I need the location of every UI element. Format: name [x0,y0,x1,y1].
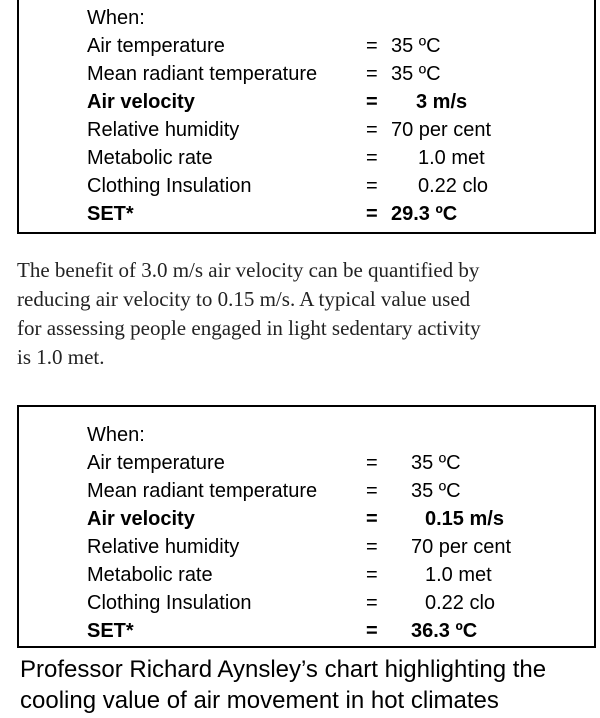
row-value: 3 m/s [416,91,468,113]
equals-sign: = [366,35,378,57]
row-label: Clothing Insulation [87,175,252,197]
row-value: 36.3 ºC [411,620,478,642]
row-label: SET* [87,203,134,225]
row-value: 1.0 met [425,564,492,586]
equals-sign: = [366,508,378,530]
row-value: 35 ºC [411,480,461,502]
conditions-table-1 [17,0,596,234]
equals-sign: = [366,119,378,141]
row-value: 35 ºC [411,452,461,474]
paragraph-line: reducing air velocity to 0.15 m/s. A typical value used [17,287,471,311]
row-value: 29.3 ºC [391,203,458,225]
equals-sign: = [366,536,378,558]
row-value: 0.15 m/s [425,508,504,530]
body-paragraph [17,256,597,372]
row-label: Clothing Insulation [87,592,252,614]
row-label: Metabolic rate [87,564,213,586]
equals-sign: = [366,452,378,474]
row-label: Relative humidity [87,119,240,141]
paragraph-line: The benefit of 3.0 m/s air velocity can be quantified by [17,258,480,282]
row-label: Air temperature [87,452,225,474]
equals-sign: = [366,63,378,85]
equals-sign: = [366,91,378,113]
equals-sign: = [366,480,378,502]
equals-sign: = [366,147,378,169]
paragraph-line: for assessing people engaged in light sedentary activity [17,316,481,340]
caption-line: Professor Richard Aynsley’s chart highlighting the [20,656,547,683]
equals-sign: = [366,175,378,197]
row-label: Air velocity [87,91,195,113]
row-label: Mean radiant temperature [87,63,318,85]
when-label: When: [87,7,145,29]
row-label: Mean radiant temperature [87,480,318,502]
equals-sign: = [366,592,378,614]
row-value: 70 per cent [391,119,492,141]
equals-sign: = [366,203,378,225]
row-value: 0.22 clo [418,175,489,197]
row-label: SET* [87,620,134,642]
row-label: Air temperature [87,35,225,57]
row-value: 35 ºC [391,63,441,85]
row-value: 0.22 clo [425,592,496,614]
row-label: Metabolic rate [87,147,213,169]
paragraph-line: is 1.0 met. [17,345,105,369]
equals-sign: = [366,620,378,642]
conditions-table-2 [17,405,596,648]
equals-sign: = [366,564,378,586]
row-value: 70 per cent [411,536,512,558]
row-value: 1.0 met [418,147,485,169]
row-value: 35 ºC [391,35,441,57]
row-label: Relative humidity [87,536,240,558]
caption-line: cooling value of air movement in hot climates [20,687,499,714]
when-label: When: [87,424,145,446]
figure-caption [20,654,598,716]
row-label: Air velocity [87,508,195,530]
